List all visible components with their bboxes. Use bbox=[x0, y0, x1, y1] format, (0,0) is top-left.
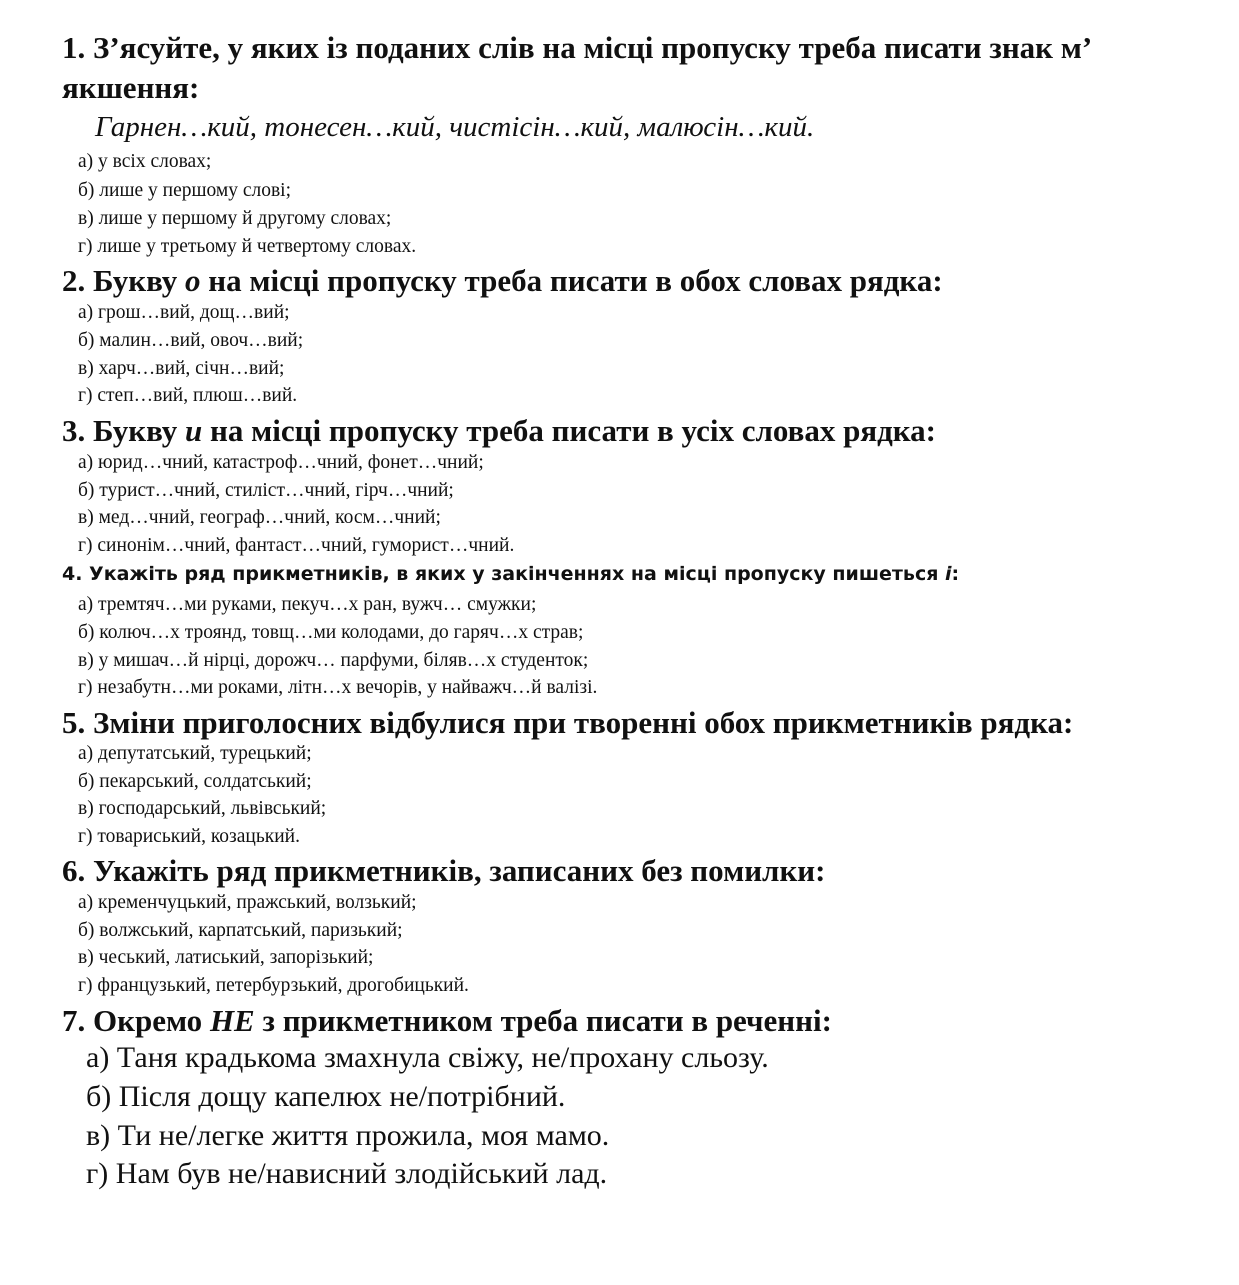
question-4-option-b[interactable]: б) колюч…х троянд, товщ…ми колодами, до гаряч…х страв; bbox=[78, 622, 584, 643]
question-2-title-letter: о bbox=[185, 263, 201, 298]
question-4-title-letter: і bbox=[945, 563, 952, 585]
question-7-title bbox=[62, 1003, 832, 1039]
question-3-option-d[interactable]: г) синонім…чний, фантаст…чний, гуморист…чний. bbox=[78, 535, 515, 556]
question-3-title-end: на місці пропуску треба писати в усіх словах рядка: bbox=[202, 413, 936, 448]
question-7-option-d[interactable]: г) Нам був не/нависний злодійський лад. bbox=[86, 1157, 608, 1190]
question-2-title-start: 2. Букву bbox=[62, 263, 186, 298]
question-2-option-c[interactable]: в) харч…вий, січн…вий; bbox=[78, 358, 285, 379]
question-6-title: 6. Укажіть ряд прикметників, записаних без помилки: bbox=[62, 853, 826, 888]
question-6-option-b[interactable]: б) волжський, карпатський, паризький; bbox=[78, 920, 403, 941]
question-5-option-d[interactable]: г) товариський, козацький. bbox=[78, 826, 300, 847]
question-7-option-a[interactable]: а) Таня крадькома змахнула свіжу, не/прохану сльозу. bbox=[86, 1041, 769, 1074]
question-7-option-c[interactable]: в) Ти не/легке життя прожила, моя мамо. bbox=[86, 1119, 610, 1152]
question-5-option-c[interactable]: в) господарський, львівський; bbox=[78, 798, 327, 819]
question-7-title-end: з прикметником треба писати в реченні: bbox=[254, 1003, 832, 1038]
question-1-option-a[interactable]: а) у всіх словах; bbox=[78, 151, 212, 172]
question-1-option-b[interactable]: б) лише у першому слові; bbox=[78, 180, 292, 201]
question-5-option-a[interactable]: а) депутатський, турецький; bbox=[78, 743, 312, 764]
question-6-option-a[interactable]: а) кременчуцький, пражський, волзький; bbox=[78, 892, 417, 913]
question-4-option-a[interactable]: а) тремтяч…ми руками, пекуч…х ран, вужч… смужки; bbox=[78, 594, 537, 615]
question-6-option-d[interactable]: г) французький, петербурзький, дрогобицький. bbox=[78, 975, 469, 996]
question-1-title-line-2: якшення: bbox=[62, 70, 200, 105]
question-5-option-b[interactable]: б) пекарський, солдатський; bbox=[78, 771, 312, 792]
question-7-option-b[interactable]: б) Після дощу капелюх не/потрібний. bbox=[86, 1080, 566, 1113]
question-3-title bbox=[62, 413, 936, 449]
question-2-option-d[interactable]: г) степ…вий, плюш…вий. bbox=[78, 385, 298, 406]
question-1-option-d[interactable]: г) лише у третьому й четвертому словах. bbox=[78, 236, 417, 257]
question-7-title-start: 7. Окремо bbox=[62, 1003, 210, 1038]
question-2-title bbox=[62, 263, 943, 299]
question-1-example-words: Гарнен…кий, тонесен…кий, чистісін…кий, малюсін…кий. bbox=[95, 111, 815, 143]
question-5-title: 5. Зміни приголосних відбулися при творенні обох прикметників рядка: bbox=[62, 705, 1074, 740]
question-4-title-start: 4. Укажіть ряд прикметників, в яких у закінченнях на місці пропуску пишеться bbox=[62, 563, 946, 585]
question-3-option-c[interactable]: в) мед…чний, географ…чний, косм…чний; bbox=[78, 507, 441, 528]
question-2-option-a[interactable]: а) грош…вий, дощ…вий; bbox=[78, 302, 290, 323]
question-2-option-b[interactable]: б) малин…вий, овоч…вий; bbox=[78, 330, 304, 351]
question-4-option-d[interactable]: г) незабутн…ми роками, літн…х вечорів, у найважч…й валізі. bbox=[78, 677, 598, 698]
question-1-title-line-1: 1. З’ясуйте, у яких із поданих слів на місці пропуску треба писати знак м’ bbox=[62, 30, 1093, 65]
question-7-title-letter: НЕ bbox=[209, 1003, 255, 1038]
question-2-title-end: на місці пропуску треба писати в обох словах рядка: bbox=[200, 263, 943, 298]
question-6-option-c[interactable]: в) чеський, латиський, запорізький; bbox=[78, 947, 374, 968]
question-3-option-b[interactable]: б) турист…чний, стиліст…чний, гірч…чний; bbox=[78, 480, 454, 501]
question-1-option-c[interactable]: в) лише у першому й другому словах; bbox=[78, 208, 392, 229]
question-4-title-end: : bbox=[951, 563, 960, 585]
question-3-title-start: 3. Букву bbox=[62, 413, 186, 448]
question-3-option-a[interactable]: а) юрид…чний, катастроф…чний, фонет…чний; bbox=[78, 452, 484, 473]
question-3-title-letter: и bbox=[185, 413, 203, 448]
question-4-option-c[interactable]: в) у мишач…й нірці, дорожч… парфуми, біляв…х студенток; bbox=[78, 650, 589, 671]
question-4-title bbox=[62, 563, 959, 585]
